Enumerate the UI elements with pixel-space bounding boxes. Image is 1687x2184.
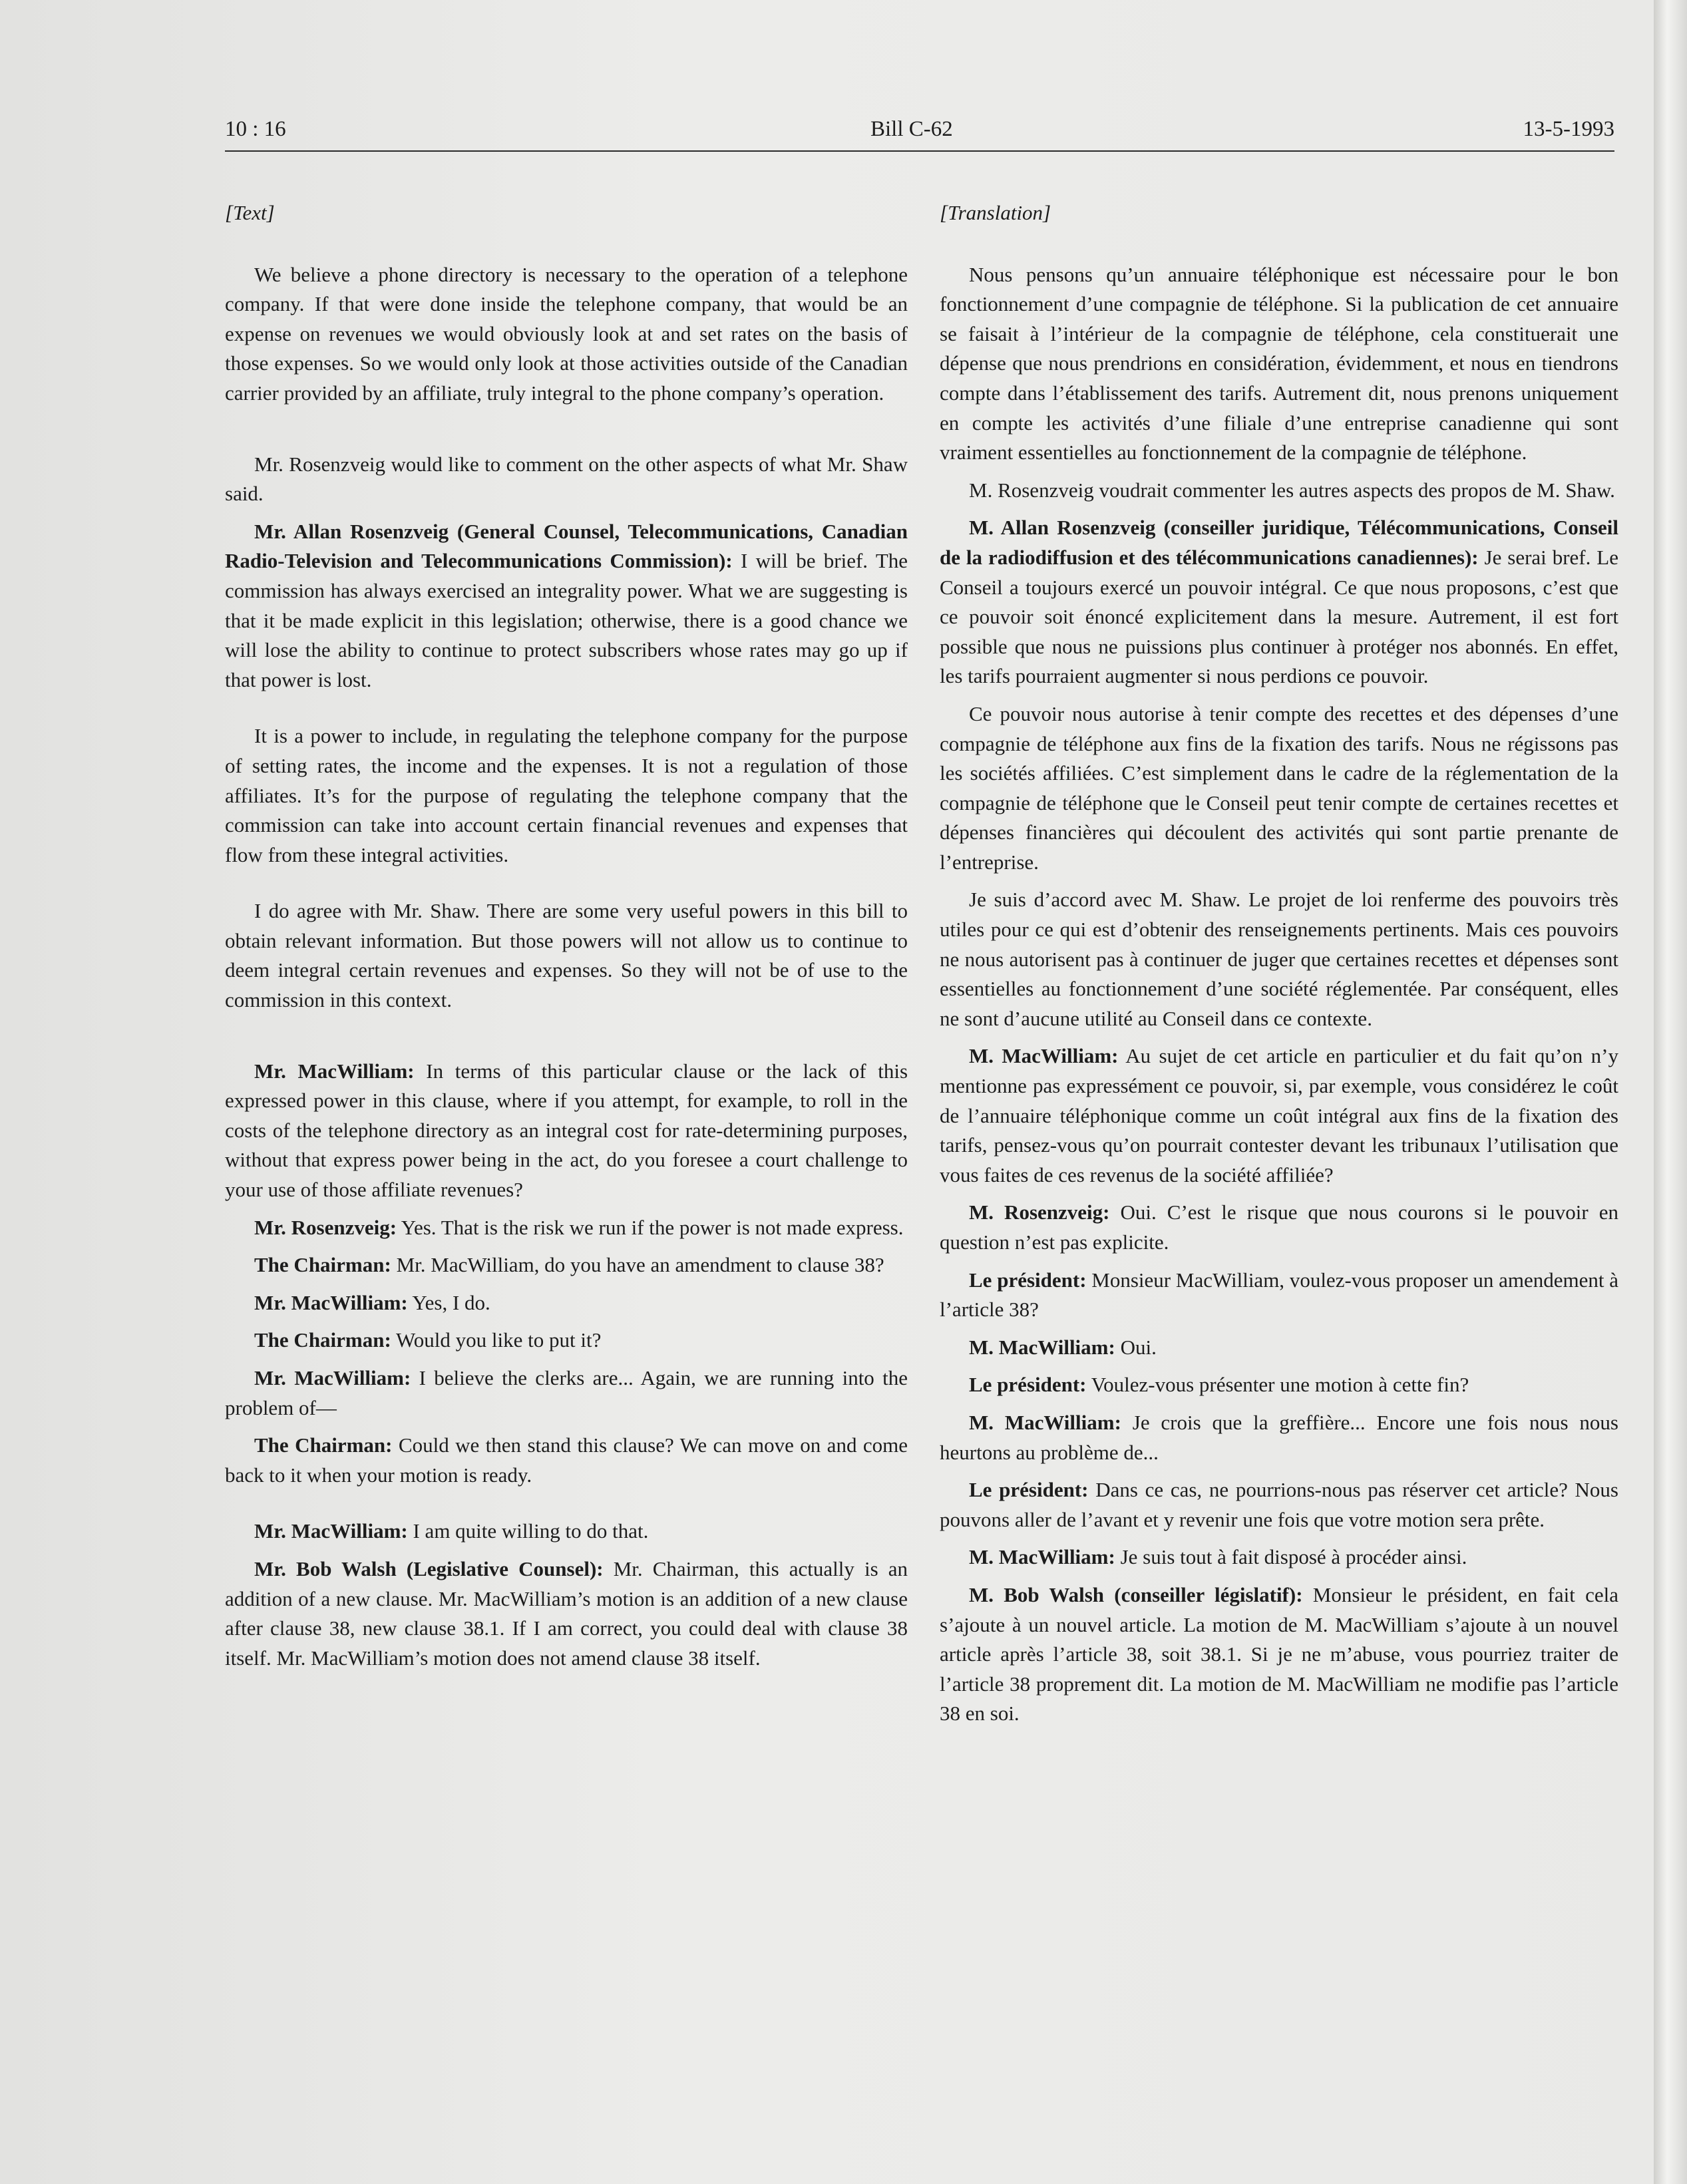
paragraph: We believe a phone directory is necessary to the operation of a telephone company. If that were done inside the telephone company, that would be an expense on revenues we would obviously look at and set rates on the basis of those expenses. So we would only look at those activities outside of the Canadian carrier provided by an affiliate, truly integral to the phone company’s operation. <box>225 262 908 405</box>
paragraph: Ce pouvoir nous autorise à tenir compte des recettes et des dépenses d’une compagnie de téléphone aux fins de la fixation des tarifs. Nous ne régissons pas les sociétés affiliées. C’est simplement dans le cadre de la réglementation de la compagnie de téléphone que le Conseil peut tenir compte de certaines recettes et dépenses financières qui découlent des activités qui sont partie prenante de l’entreprise. <box>940 701 1618 874</box>
translation-tag: [Translation] <box>940 201 1051 224</box>
paragraph: Mr. Bob Walsh (Legislative Counsel): Mr. Chairman, this actually is an addition of a new clause. Mr. MacWilliam’s motion is an addition of a new clause after clause 38, new clause 38.1. If I am correct, you could deal with clause 38 itself. Mr. MacWilliam’s motion does not amend clause 38 itself. <box>225 1556 908 1670</box>
paragraph: Mr. Rosenzveig: Yes. That is the risk we run if the power is not made express. <box>254 1215 904 1239</box>
paragraph: M. Rosenzveig voudrait commenter les autres aspects des propos de M. Shaw. <box>969 478 1615 502</box>
paragraph: Mr. MacWilliam: I believe the clerks are... Again, we are running into the problem of— <box>225 1366 908 1419</box>
page-edge-shadow <box>1654 0 1687 2184</box>
paragraph: M. Rosenzveig: Oui. C’est le risque que nous courons si le pouvoir en question n’est pas explicite. <box>940 1200 1619 1254</box>
paragraph: The Chairman: Mr. MacWilliam, do you have an amendment to clause 38? <box>254 1253 884 1277</box>
paragraph: M. Bob Walsh (conseiller législatif): Monsieur le président, en fait cela s’ajoute à un nouvel article. La motion de M. MacWilliam s’ajoute à un nouvel article après l’article 38, soit 38.1. Si je ne m’abuse, vous pourriez traiter de l’article 38 proprement dit. La motion de M. MacWilliam ne modifie pas l’article 38 en soi. <box>940 1582 1618 1726</box>
paragraph: Mr. MacWilliam: In terms of this particular clause or the lack of this expressed power in this clause, where if you attempt, for example, to roll in the costs of the telephone directory as an integral cost for rate-determining purposes, without that express power being in the act, do you foresee a court challenge to your use of those affiliate revenues? <box>225 1059 908 1202</box>
page-date: 13-5-1993 <box>1523 117 1614 141</box>
paragraph: M. MacWilliam: Je crois que la greffière... Encore une fois nous nous heurtons au problème de... <box>940 1410 1618 1464</box>
french-column <box>940 198 1618 1737</box>
bill-title: Bill C-62 <box>870 117 953 141</box>
page-header <box>225 117 1614 149</box>
paragraph: M. MacWilliam: Au sujet de cet article en particulier et du fait qu’on n’y mentionne pas expressément ce pouvoir, si, par exemple, vous considérez le coût de l’annuaire téléphonique comme un coût intégral aux fins de la fixation des tarifs, pensez-vous qu’on pourrait contester devant les tribunaux l’utilisation que vous faites de ces revenus de la société affiliée? <box>940 1044 1618 1186</box>
paragraph: Mr. Rosenzveig would like to comment on the other aspects of what Mr. Shaw said. <box>225 452 908 506</box>
paragraph: Le président: Monsieur MacWilliam, voulez-vous proposer un amendement à l’article 38? <box>940 1268 1618 1322</box>
text-tag: [Text] <box>225 201 275 224</box>
paragraph: Le président: Dans ce cas, ne pourrions-nous pas réserver cet article? Nous pouvons aller de l’avant et y revenir une fois que votre motion sera prête. <box>940 1478 1619 1531</box>
paragraph: M. MacWilliam: Oui. <box>969 1335 1157 1359</box>
paragraph: It is a power to include, in regulating the telephone company for the purpose of setting rates, the income and the expenses. It is not a regulation of those affiliates. It’s for the purpose of regulating the telephone company that the commission can take into account certain financial revenues and expenses that flow from these integral activities. <box>225 724 908 866</box>
paragraph: M. MacWilliam: Je suis tout à fait disposé à procéder ainsi. <box>969 1545 1467 1569</box>
header-rule <box>225 150 1614 152</box>
paragraph: I do agree with Mr. Shaw. There are some very useful powers in this bill to obtain relevant information. But those powers will not allow us to continue to deem integral certain revenues and expenses. So they will not be of use to the commission in this context. <box>225 899 908 1012</box>
page-number: 10 : 16 <box>225 117 286 141</box>
paragraph: Mr. MacWilliam: Yes, I do. <box>254 1290 490 1314</box>
english-column <box>225 198 908 1681</box>
paragraph: The Chairman: Would you like to put it? <box>254 1328 602 1352</box>
paragraph: Le président: Voulez-vous présenter une motion à cette fin? <box>969 1373 1469 1397</box>
paragraph: Nous pensons qu’un annuaire téléphonique est nécessaire pour le bon fonctionnement d’une compagnie de téléphone. Si la publication de cet annuaire se faisait à l’intérieur de la compagnie de téléphone, cela constituerait une dépense que nous prendrions en considération, évidemment, et nous en tiendrons compte dans l’établissement des tarifs. Autrement dit, nous prenons uniquement en compte les activités d’une filiale d’une entreprise canadienne qui sont vraiment essentielles au fonctionnement de la compagnie de téléphone. <box>940 262 1618 464</box>
paragraph: Mr. MacWilliam: I am quite willing to do that. <box>254 1519 649 1543</box>
paragraph: Mr. Allan Rosenzveig (General Counsel, Telecommunications, Canadian Radio-Television and Telecommunications Commission): I will be brief. The commission has always exercised an integrality power. What we are suggesting is that it be made explicit in this legislation; otherwise, there is a good chance we will lose the ability to continue to protect subscribers whose rates may go up if that power is lost. <box>225 519 908 691</box>
paragraph: M. Allan Rosenzveig (conseiller juridique, Télécommunications, Conseil de la radiodiffusion et des télécommunications canadiennes): Je serai bref. Le Conseil a toujours exercé un pouvoir intégral. Ce que nous proposons, c’est que ce pouvoir soit énoncé explicitement dans la mesure. Autrement, il est fort possible que nous ne puissions plus continuer à protéger nos abonnés. En effet, les tarifs pourraient augmenter si nous perdions ce pouvoir. <box>940 516 1618 688</box>
paragraph: Je suis d’accord avec M. Shaw. Le projet de loi renferme des pouvoirs très utiles pour ce qui est d’obtenir des renseignements pertinents. Mais ces pouvoirs ne nous autorisent pas à continuer de juger que certaines recettes et dépenses sont essentielles au fonctionnement d’une société réglementée. Par conséquent, elles ne sont d’aucune utilité au Conseil dans ce contexte. <box>940 888 1618 1030</box>
paragraph: The Chairman: Could we then stand this clause? We can move on and come back to it when your motion is ready. <box>225 1433 908 1487</box>
